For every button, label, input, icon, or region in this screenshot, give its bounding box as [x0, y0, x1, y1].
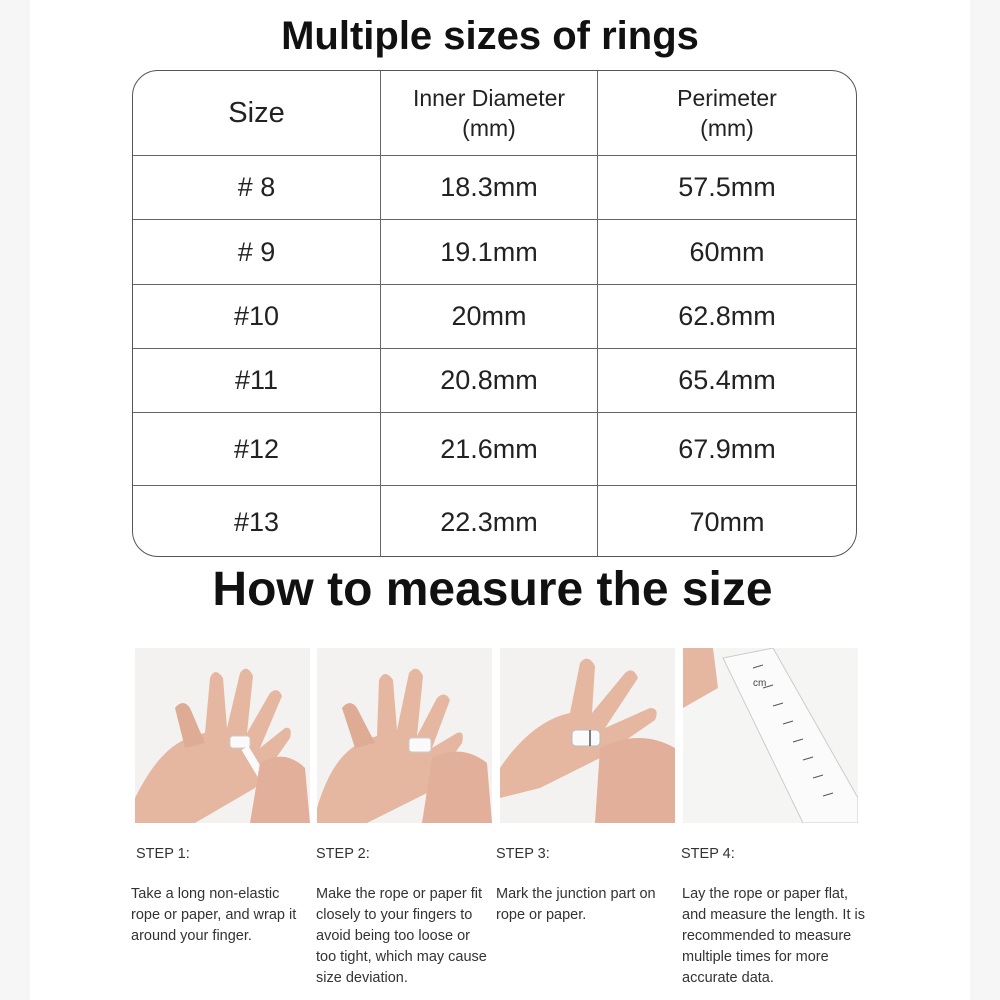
step2-photo [317, 648, 492, 823]
table-row [133, 485, 856, 557]
diameter-cell: 18.3mm [381, 156, 598, 219]
size-cell: #10 [133, 285, 381, 348]
step1-photo [135, 648, 310, 823]
size-cell: # 9 [133, 220, 381, 284]
perimeter-cell: 57.5mm [678, 172, 776, 202]
left-margin [0, 0, 30, 1000]
step3-photo [500, 648, 675, 823]
size-cell: #11 [133, 349, 381, 412]
size-cell: #13 [133, 486, 381, 557]
table-row [133, 412, 856, 485]
table-row [133, 284, 856, 348]
diameter-cell: 20mm [381, 285, 598, 348]
table-row [133, 348, 856, 412]
ring-size-table [132, 70, 857, 557]
page-title: Multiple sizes of rings [281, 14, 699, 58]
header-unit: (mm) [462, 115, 516, 141]
step2-label: STEP 2: [316, 846, 370, 862]
step4-photo [683, 648, 858, 823]
step3-description: Mark the junction part on rope or paper. [496, 886, 656, 923]
step1-label: STEP 1: [136, 846, 190, 862]
step4-label: STEP 4: [681, 846, 735, 862]
perimeter-cell: 65.4mm [678, 365, 776, 395]
table-row [133, 155, 856, 219]
size-cell: #12 [133, 413, 381, 485]
perimeter-cell: 62.8mm [678, 301, 776, 331]
header-line: Perimeter [677, 85, 777, 111]
size-cell: # 8 [133, 156, 381, 219]
diameter-cell: 21.6mm [381, 413, 598, 485]
diameter-cell: 19.1mm [381, 220, 598, 284]
step1-description: Take a long non-elastic rope or paper, and wrap it around your finger. [131, 886, 297, 944]
header-perimeter [598, 71, 856, 155]
perimeter-cell: 70mm [689, 506, 765, 537]
diameter-cell: 22.3mm [381, 486, 598, 557]
step2-description: Make the rope or paper fit closely to your fingers to avoid being too loose or too tight, which may cause size deviation. [316, 886, 487, 986]
header-inner-diameter [381, 71, 598, 155]
ruler-unit-label: cm [753, 678, 767, 689]
header-line: Inner Diameter [412, 85, 566, 111]
header-unit: (mm) [700, 115, 754, 141]
step3-label: STEP 3: [496, 846, 550, 862]
section-title: How to measure the size [212, 563, 773, 616]
right-margin [970, 0, 1000, 1000]
perimeter-cell: 67.9mm [678, 433, 776, 464]
header-size: Size [133, 71, 381, 155]
table-header-row [133, 71, 856, 155]
step4-description: Lay the rope or paper flat, and measure the length. It is recommended to measure multiple times for more accurate data. [682, 886, 865, 986]
diameter-cell: 20.8mm [381, 349, 598, 412]
table-row [133, 219, 856, 284]
perimeter-cell: 60mm [689, 236, 765, 267]
